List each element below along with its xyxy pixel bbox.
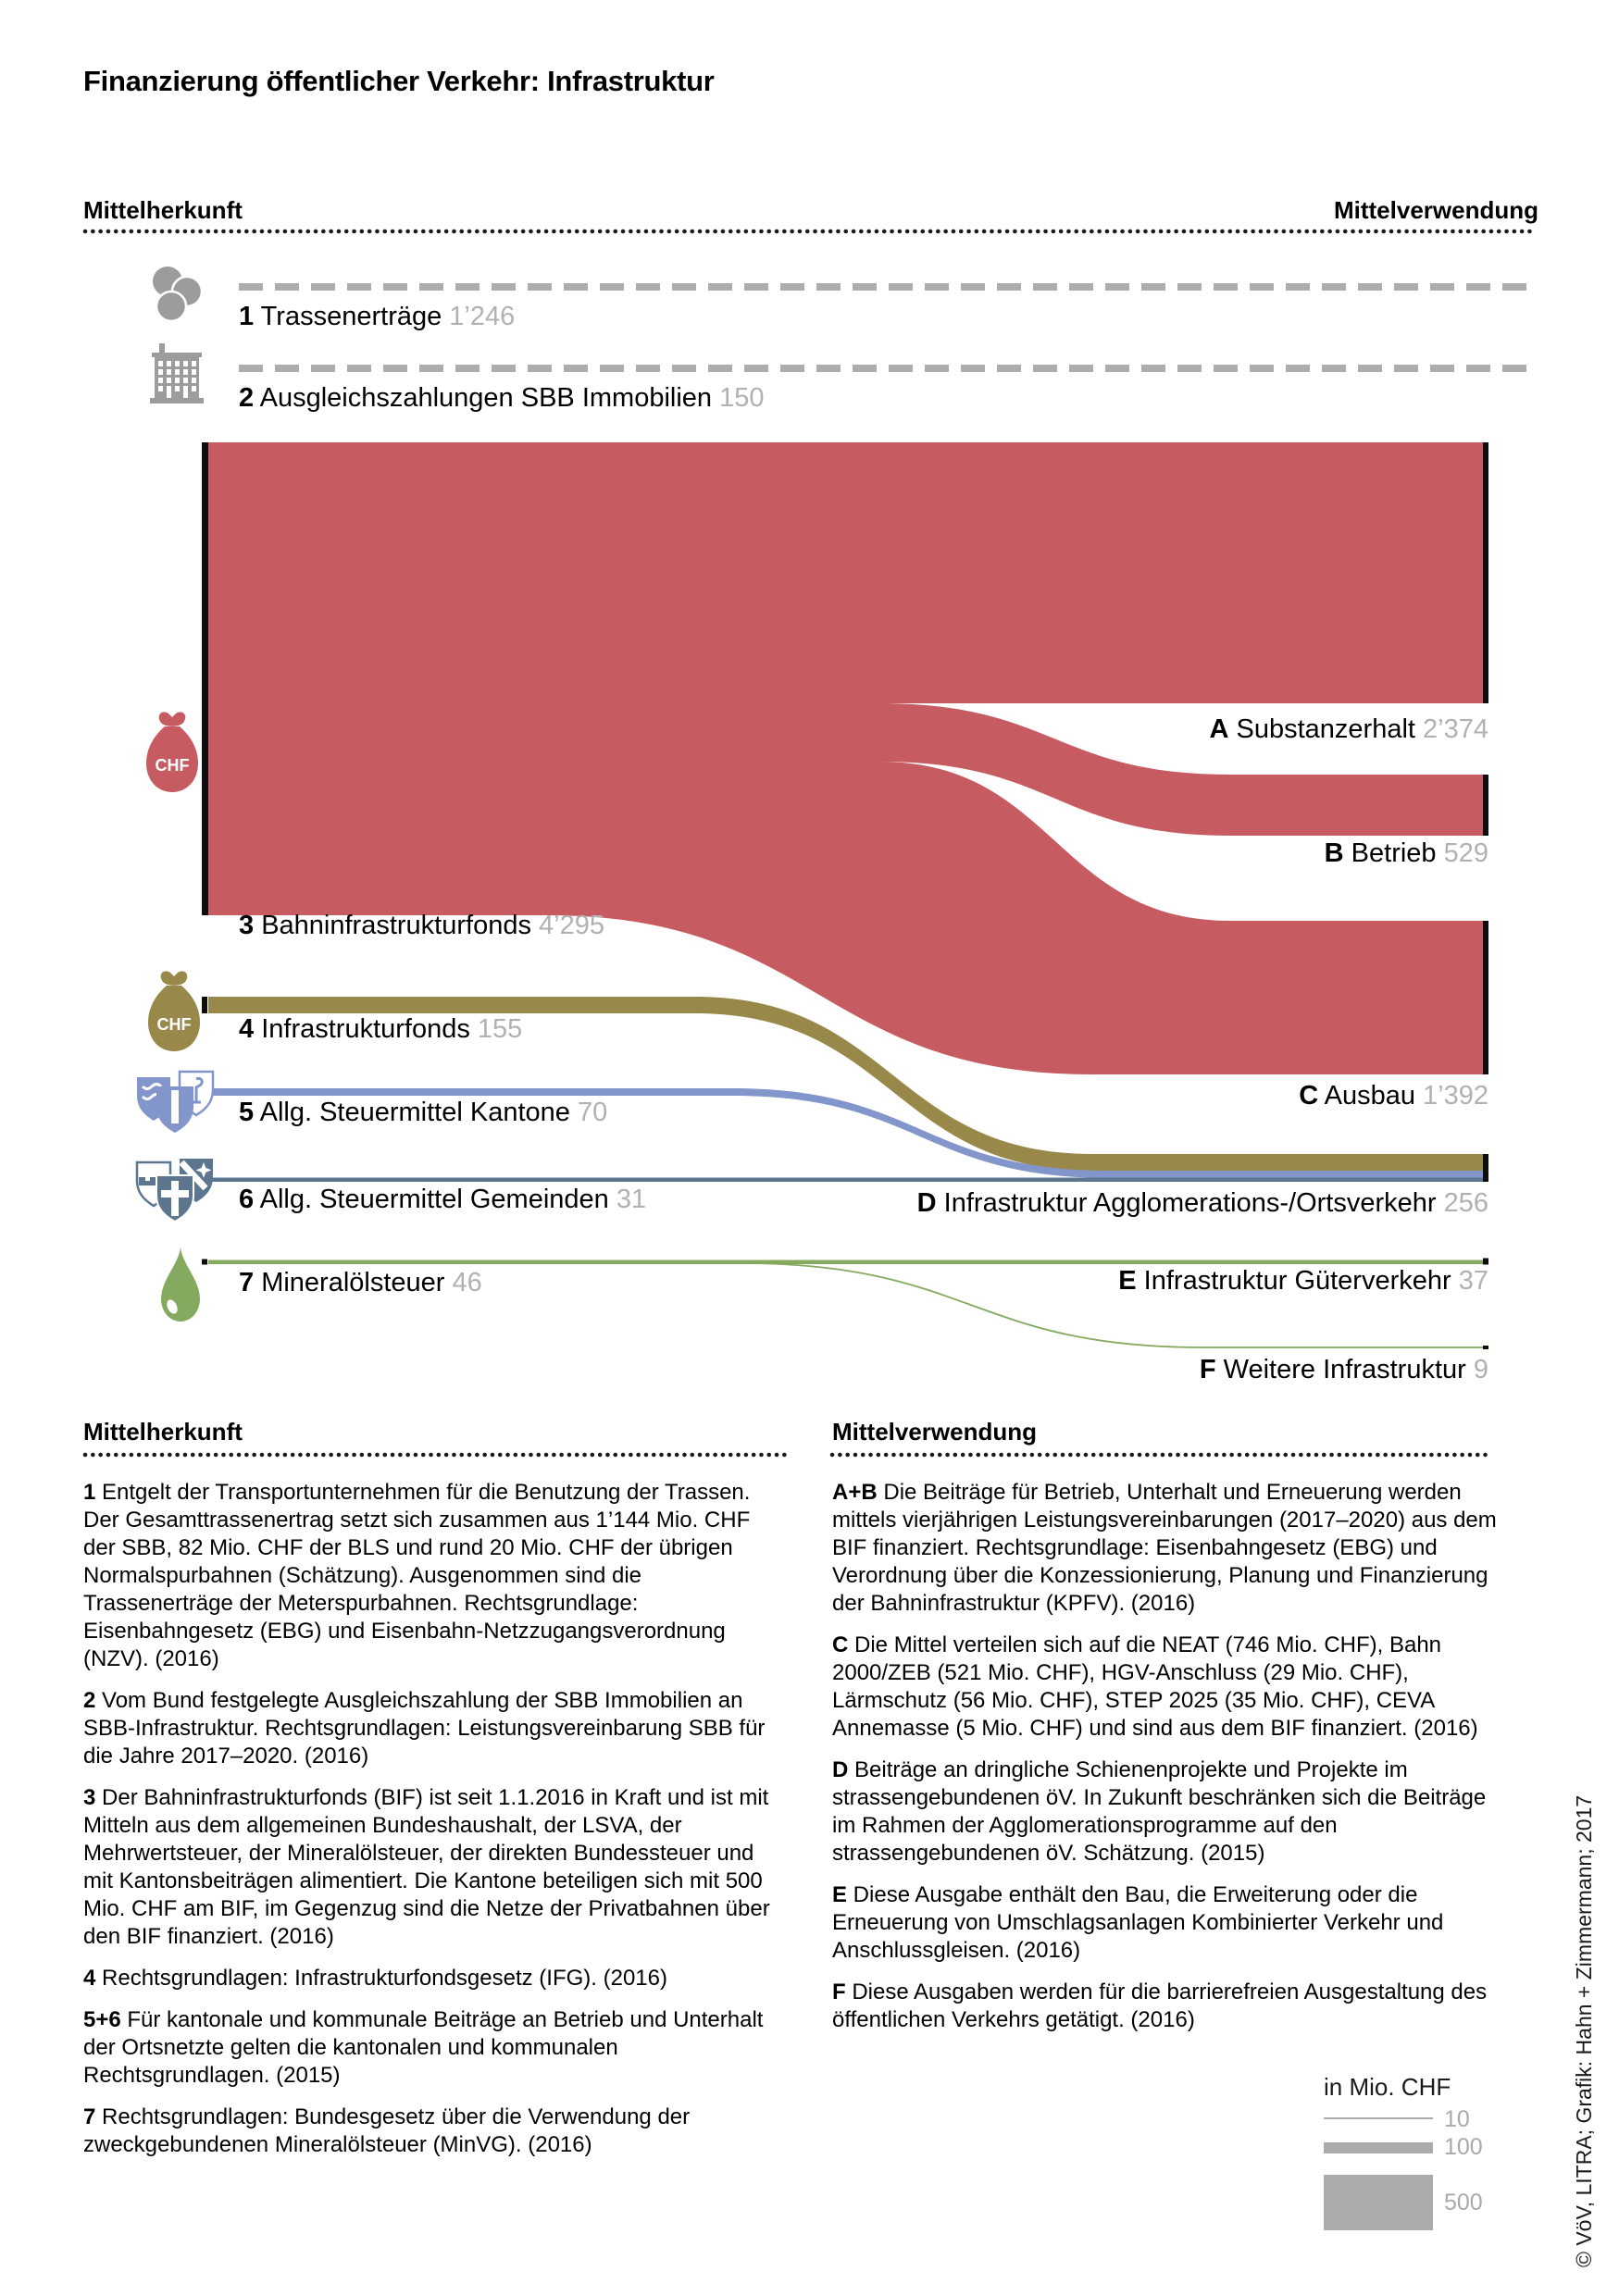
page-title: Finanzierung öffentlicher Verkehr: Infrastruktur bbox=[83, 65, 715, 97]
legend-title: in Mio. CHF bbox=[1324, 2073, 1451, 2101]
bag-chf-label: CHF bbox=[155, 756, 190, 775]
note-lead: 1 bbox=[83, 1480, 96, 1505]
money-bag-gold-icon bbox=[145, 968, 203, 1060]
source-number: 7 bbox=[239, 1268, 255, 1297]
use-letter: A bbox=[1209, 714, 1229, 744]
source-name: Allg. Steuermittel Gemeinden bbox=[254, 1185, 616, 1214]
use-name: Ausbau bbox=[1318, 1081, 1424, 1111]
note-text: Rechtsgrundlagen: Bundesgesetz über die Verwendung der zweckgebundenen Mineralölsteuer (MinVG). (2016) bbox=[83, 2104, 691, 2157]
notes-left-header: Mittelherkunft bbox=[83, 1418, 243, 1446]
source-label-3 bbox=[239, 911, 604, 941]
note-paragraph-2 bbox=[83, 1687, 785, 1770]
canton-shields-icon bbox=[135, 1070, 215, 1137]
notes-right-header: Mittelverwendung bbox=[832, 1418, 1038, 1446]
oil-drop-icon bbox=[159, 1246, 202, 1337]
notes-left-column bbox=[83, 1479, 785, 2173]
note-text: Diese Ausgaben werden für die barrierefreien Ausgestaltung des öffentlichen Verkehrs getätigt. (2016) bbox=[832, 1980, 1488, 2032]
source-value: 155 bbox=[477, 1014, 523, 1044]
source-name: Infrastrukturfonds bbox=[254, 1014, 478, 1044]
use-letter: E bbox=[1118, 1266, 1137, 1296]
node-bar-substanzerhalt bbox=[1483, 442, 1488, 703]
source-name: Bahninfrastrukturfonds bbox=[254, 911, 540, 940]
use-label-F bbox=[1200, 1355, 1488, 1385]
flow-bif-to-substanzerhalt bbox=[208, 442, 1483, 703]
note-paragraph-E bbox=[832, 1881, 1515, 1965]
use-value: 529 bbox=[1443, 838, 1488, 868]
source-label-6 bbox=[239, 1185, 646, 1215]
note-lead: F bbox=[832, 1980, 846, 2004]
coins-icon bbox=[148, 266, 204, 328]
note-lead: A+B bbox=[832, 1480, 878, 1505]
use-label-A bbox=[1210, 714, 1489, 745]
node-bar-ausbau bbox=[1483, 921, 1488, 1074]
source-label-2 bbox=[239, 383, 765, 414]
note-text: Entgelt der Transportunternehmen für die Benutzung der Trassen. Der Gesamttrassenertrag setzt sich zusammen aus 1’144 Mio. CHF der SBB, 82 Mio. CHF der BLS und rund 20 Mio. CHF der übrigen Normalspurbahnen (Schätzung). Ausgenommen sind die Trassenerträge der Meterspurbahnen. Rechtsgrundlage: Eisenbahngesetz (EBG) und Eisenbahn-Netzzugangsverordnung (NZV). (2016) bbox=[83, 1480, 751, 1671]
source-label-1 bbox=[239, 302, 515, 332]
use-letter: F bbox=[1199, 1355, 1216, 1384]
note-text: Beiträge an dringliche Schienenprojekte und Projekte im strassengebundenen öV. In Zukunft beschränken sich die Beiträge im Rahmen der Agglomerationsprogramme auf den strassengebundenen öV. Schätzung. (2015) bbox=[832, 1757, 1487, 1866]
bag-knot bbox=[159, 712, 186, 726]
legend-sample-100 bbox=[1324, 2142, 1433, 2153]
source-name: Trassenerträge bbox=[254, 302, 450, 331]
use-value: 37 bbox=[1458, 1266, 1488, 1296]
drop-body bbox=[161, 1246, 200, 1322]
note-paragraph-56 bbox=[83, 2006, 785, 2090]
source-label-5 bbox=[239, 1098, 607, 1128]
source-value: 46 bbox=[452, 1268, 482, 1297]
note-text: Rechtsgrundlagen: Infrastrukturfondsgesetz (IFG). (2016) bbox=[95, 1966, 667, 1991]
source-number: 6 bbox=[239, 1185, 255, 1214]
note-text: Die Beiträge für Betrieb, Unterhalt und Erneuerung werden mittels vierjährigen Leistungsvereinbarungen (2017–2020) aus dem BIF finanziert. Rechtsgrundlage: Eisenbahngesetz (EBG) und Verordnung über die Konzessionierung, Planung und Finanzierung der Bahninfrastruktur (KPFV). (2016) bbox=[832, 1480, 1497, 1616]
use-name: Infrastruktur Güterverkehr bbox=[1136, 1266, 1459, 1296]
legend-sample-500 bbox=[1324, 2175, 1433, 2230]
use-name: Infrastruktur Agglomerations-/Ortsverkehr bbox=[936, 1188, 1444, 1218]
note-paragraph-D bbox=[832, 1756, 1515, 1868]
copyright-note: © VöV, LITRA; Grafik: Hahn + Zimmermann; 2017 bbox=[1572, 1794, 1596, 2267]
source-value: 1’246 bbox=[449, 302, 516, 331]
shield-front-stripe bbox=[171, 1090, 179, 1123]
note-paragraph-C bbox=[832, 1632, 1515, 1743]
use-value: 1’392 bbox=[1423, 1081, 1488, 1111]
shield-left-notch bbox=[145, 1177, 150, 1181]
column-header-mittelverwendung: Mittelverwendung bbox=[1333, 196, 1538, 224]
use-value: 256 bbox=[1443, 1188, 1488, 1218]
node-bar-betrieb bbox=[1483, 775, 1488, 836]
note-lead: 2 bbox=[83, 1688, 96, 1713]
note-text: Vom Bund festgelegte Ausgleichszahlung der SBB Immobilien an SBB-Infrastruktur. Rechtsgrundlagen: Leistungsvereinbarung SBB für die Jahre 2017–2020. (2016) bbox=[83, 1688, 766, 1769]
note-lead: E bbox=[832, 1882, 848, 1907]
use-value: 9 bbox=[1473, 1355, 1488, 1384]
source-label-7 bbox=[239, 1268, 482, 1298]
node-bar-gueterverkehr bbox=[1483, 1259, 1488, 1265]
bag-chf-label: CHF bbox=[156, 1015, 192, 1034]
note-paragraph-F bbox=[832, 1979, 1515, 2034]
note-paragraph-4 bbox=[83, 1965, 785, 1992]
note-text: Der Bahninfrastrukturfonds (BIF) ist seit 1.1.2016 in Kraft und ist mit Mitteln aus dem allgemeinen Bundeshaushalt, der LSVA, der Mehrwertsteuer, der Mineralölsteuer, der direkten Bundessteuer und mit Kantonsbeiträgen alimentiert. Die Kantone beteiligen sich mit 500 Mio. CHF am BIF, im Gegenzug sind die Netze der Privatbahnen über den BIF finanziert. (2016) bbox=[83, 1785, 770, 1949]
legend-sample-10 bbox=[1324, 2117, 1433, 2119]
source-value: 31 bbox=[616, 1185, 647, 1214]
note-text: Diese Ausgabe enthält den Bau, die Erweiterung oder die Erneuerung von Umschlagsanlagen Kombinierter Verkehr und Anschlussgleisen. (2016) bbox=[832, 1882, 1444, 1963]
source-number: 4 bbox=[239, 1014, 255, 1044]
use-label-E bbox=[1118, 1266, 1488, 1297]
node-bar-mineraloel bbox=[202, 1260, 207, 1265]
flow-gemeinden-to-d bbox=[208, 1178, 1483, 1183]
legend-value-100: 100 bbox=[1444, 2134, 1483, 2160]
source-name: Mineralölsteuer bbox=[254, 1268, 453, 1297]
use-name: Betrieb bbox=[1343, 838, 1444, 868]
note-paragraph-3 bbox=[83, 1784, 785, 1951]
source-number: 3 bbox=[239, 911, 255, 940]
use-label-C bbox=[1299, 1081, 1488, 1111]
source-label-4 bbox=[239, 1014, 522, 1045]
legend-value-500: 500 bbox=[1444, 2190, 1483, 2215]
use-letter: D bbox=[916, 1188, 937, 1218]
note-paragraph-1 bbox=[83, 1479, 785, 1673]
source-value: 4’295 bbox=[539, 911, 604, 940]
use-name: Substanzerhalt bbox=[1228, 714, 1424, 744]
use-letter: C bbox=[1299, 1081, 1319, 1111]
source-value: 70 bbox=[577, 1098, 608, 1127]
note-lead: 3 bbox=[83, 1785, 96, 1810]
source-name: Ausgleichszahlungen SBB Immobilien bbox=[254, 383, 720, 413]
source-number: 2 bbox=[239, 383, 255, 413]
legend-value-10: 10 bbox=[1444, 2106, 1470, 2132]
note-lead: 4 bbox=[83, 1966, 96, 1991]
note-paragraph-7 bbox=[83, 2104, 785, 2159]
coin-3 bbox=[156, 292, 186, 321]
note-text: Die Mittel verteilen sich auf die NEAT (746 Mio. CHF), Bahn 2000/ZEB (521 Mio. CHF), HGV-Anschluss (29 Mio. CHF), Lärmschutz (56 Mio. CHF), STEP 2025 (35 Mio. CHF), CEVA Annemasse (5 Mio. CHF) und sind aus dem BIF finanziert. (2016) bbox=[832, 1632, 1478, 1741]
use-name: Weitere Infrastruktur bbox=[1215, 1355, 1474, 1384]
note-lead: 5+6 bbox=[83, 2007, 121, 2032]
building-base bbox=[150, 398, 204, 403]
money-bag-red-icon bbox=[143, 709, 201, 800]
note-lead: 7 bbox=[83, 2104, 96, 2129]
building-icon bbox=[148, 343, 205, 409]
source-number: 1 bbox=[239, 302, 255, 331]
building-roof bbox=[152, 353, 202, 357]
use-value: 2’374 bbox=[1423, 714, 1488, 744]
node-bar-agglomerationsverkehr bbox=[1483, 1154, 1488, 1182]
node-bar-bif bbox=[202, 442, 208, 915]
use-label-B bbox=[1325, 838, 1488, 869]
note-text: Für kantonale und kommunale Beiträge an Betrieb und Unterhalt der Ortsnetzte gelten die kantonalen und kommunalen Rechtsgrundlagen. (2015) bbox=[83, 2007, 764, 2088]
notes-right-column bbox=[832, 1479, 1515, 2048]
municipality-shields-icon bbox=[135, 1157, 215, 1228]
note-paragraph-AB bbox=[832, 1479, 1515, 1618]
flow-mineraloel-to-e bbox=[208, 1260, 1483, 1265]
column-header-mittelherkunft: Mittelherkunft bbox=[83, 196, 243, 224]
note-lead: D bbox=[832, 1757, 849, 1782]
source-value: 150 bbox=[719, 383, 765, 413]
source-number: 5 bbox=[239, 1098, 255, 1127]
node-bar-weitere-infrastruktur bbox=[1483, 1346, 1488, 1349]
use-letter: B bbox=[1324, 838, 1344, 868]
note-lead: C bbox=[832, 1632, 849, 1657]
bag-knot bbox=[161, 971, 188, 985]
building-chimney bbox=[159, 343, 165, 354]
use-label-D bbox=[917, 1188, 1488, 1219]
source-name: Allg. Steuermittel Kantone bbox=[254, 1098, 578, 1127]
